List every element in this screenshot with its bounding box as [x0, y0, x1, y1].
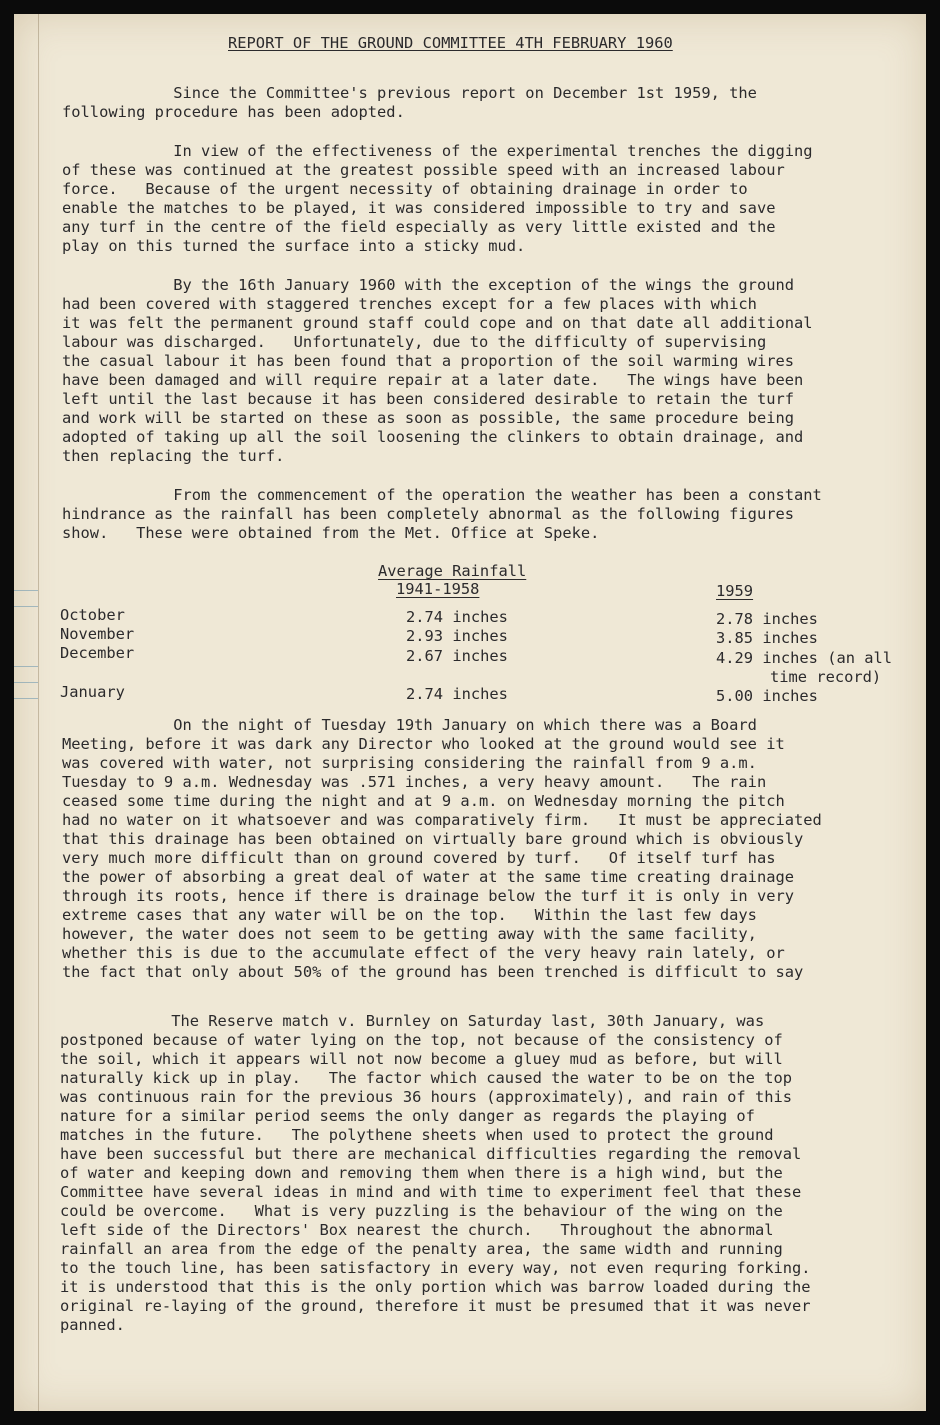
row-average: 2.74 inches [406, 685, 508, 703]
paragraph-5: On the night of Tuesday 19th January on which there was a Board Meeting, before it was dark any Director who looked at the ground would see it was covered with water, not surprising considering the rainfall from 9 a.m. Tuesday to 9 a.m. Wednesday was .571 inches, a very heavy amount. The rain ceased some time during the night and at 9 a.m. on Wednesday morning the pitch had no water on it whatsoever and was comparatively firm. It must be appreciated that this drainage has been obtained on virtually bare ground which is obviously very much more difficult than on ground covered by turf. Of itself turf has the power of absorbing a great deal of water at the same time creating drainage through its roots, hence if there is drainage below the turf it is only in very extreme cases that any water will be on the top. Within the last few days however, the water does not seem to be getting away with the same facility, whether this is due to the accumulate effect of the very heavy rain lately, or the fact that only about 50% of the ground has been trenched is difficult to say [62, 716, 822, 981]
ruled-line [14, 590, 38, 591]
paragraph-6: The Reserve match v. Burnley on Saturday last, 30th January, was postponed because of water lying on the top, not because of the consistency of the soil, which it appears will not now become a gluey mud as before, but will naturally kick up in play. The factor which caused the water to be on the top was continuous rain for the previous 36 hours (approximately), and rain of this nature for a similar period seems the only danger as regards the playing of matches in the future. The polythene sheets when used to protect the ground have been successful but there are mechanical difficulties regarding the removal of water and keeping down and removing them when there is a high wind, but the Committee have several ideas in mind and with time to experiment feel that these could be overcome. What is very puzzling is the behaviour of the wing on the left side of the Directors' Box nearest the church. Throughout the abnormal rainfall an area from the edge of the penalty area, the same width and running to the touch line, has been satisfactory in every way, not even requring forking. it is understood that this is the only portion which was barrow loaded during the original re-laying of the ground, therefore it must be presumed that it was never panned. [60, 1012, 811, 1334]
row-year: 3.85 inches [716, 629, 818, 647]
row-year-note: time record) [770, 668, 882, 686]
ruled-line [14, 682, 38, 683]
row-average: 2.93 inches [406, 627, 508, 645]
ruled-line [14, 606, 38, 607]
page-binding-edge [38, 14, 39, 1411]
row-year: 4.29 inches (an all [716, 649, 893, 667]
paragraph-3: By the 16th January 1960 with the exception of the wings the ground had been covered with staggered trenches except for a few places with which it was felt the permanent ground staff could cope and on that date all additional labour was discharged. Unfortunately, due to the difficulty of supervising the casual labour it has been found that a proportion of the soil warming wires have been damaged and will require repair at a later date. The wings have been left until the last because it has been considered desirable to retain the turf and work will be started on these as soon as possible, the same procedure being adopted of taking up all the soil loosening the clinkers to obtain drainage, and then replacing the turf. [62, 276, 813, 465]
paragraph-2: In view of the effectiveness of the experimental trenches the digging of these was continued at the greatest possible speed with an increased labour force. Because of the urgent necessity of obtaining drainage in order to enable the matches to be played, it was considered impossible to try and save any turf in the centre of the field especially as very little existed and the play on this turned the surface into a sticky mud. [62, 142, 813, 255]
average-period-header: 1941-1958 [396, 580, 480, 598]
row-month: November [60, 625, 135, 643]
row-average: 2.67 inches [406, 647, 508, 665]
report-title: REPORT OF THE GROUND COMMITTEE 4TH FEBRUARY 1960 [228, 34, 673, 52]
average-rainfall-header: Average Rainfall [378, 562, 527, 580]
paragraph-1: Since the Committee's previous report on December 1st 1959, the following procedure has been adopted. [62, 84, 757, 121]
ruled-line [14, 698, 38, 699]
row-year: 2.78 inches [716, 610, 818, 628]
ruled-line [14, 666, 38, 667]
document-page [14, 14, 926, 1411]
row-month: January [60, 683, 125, 701]
row-month: December [60, 644, 135, 662]
paragraph-4: From the commencement of the operation the weather has been a constant hindrance as the rainfall has been completely abnormal as the following figures show. These were obtained from the Met. Office at Speke. [62, 486, 822, 542]
year-header: 1959 [716, 582, 754, 600]
row-average: 2.74 inches [406, 608, 508, 626]
row-month: October [60, 606, 125, 624]
row-year: 5.00 inches [716, 687, 818, 705]
